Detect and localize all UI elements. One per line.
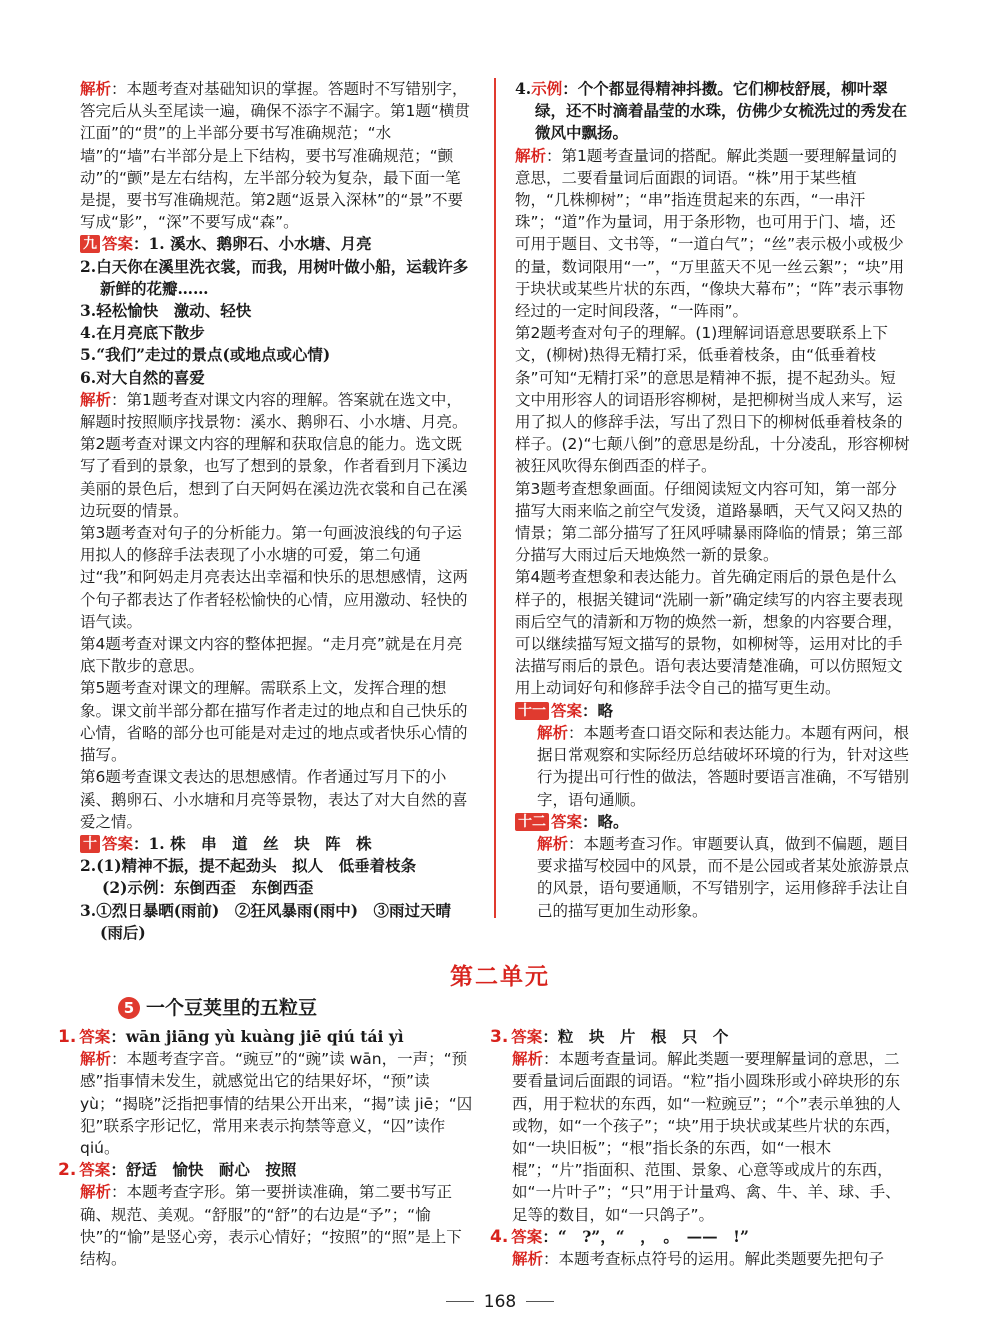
question-number-badge: 十二 xyxy=(515,813,549,831)
item-number: 5. xyxy=(80,345,97,365)
answer-text: ：1. 株 串 道 丝 块 阵 株 xyxy=(133,833,372,853)
answer-block xyxy=(515,811,910,833)
bottom-left-column xyxy=(58,1026,476,1270)
answer-item xyxy=(80,344,473,366)
question-answer xyxy=(58,1026,476,1048)
paragraph xyxy=(80,433,473,522)
paragraph-text: 第3题考查想象画面。仔细阅读短文内容可知，第一部分描写大雨来临之前空气发烫，道路暴晒，天气又闷又热的情景；第二部分描写了狂风呼啸暴雨降临的情景；第三部分描写大雨过后天地焕然一新的景象。 xyxy=(515,479,903,565)
paragraph xyxy=(80,389,473,433)
answer-text: ：1. 溪水、鹅卵石、小水塘、月亮 xyxy=(133,234,372,254)
left-column xyxy=(80,78,473,944)
paragraph-text: 第4题考查想象和表达能力。首先确定雨后的景色是什么样子的，根据关键词“洗刷一新”确定续写的内容主要表现雨后空气的清新和万物的焕然一新，想象的内容要合理，可以继续描写短文描写的景物，如柳树等，运用对比的手法描写雨后的景色。语句表达要清楚准确，可以仿照短文用上动词好句和修辞手法令自己的描写更生动。 xyxy=(515,568,904,698)
paragraph xyxy=(80,78,473,233)
paragraph xyxy=(80,522,473,633)
answer-block xyxy=(80,233,473,255)
paragraph xyxy=(58,1048,476,1159)
label-analysis: 解析 xyxy=(80,80,112,98)
label-analysis: 解析 xyxy=(512,1250,544,1269)
page-number-text: 168 xyxy=(483,1292,517,1312)
answer-subitem xyxy=(80,877,473,899)
item-number: 3. xyxy=(80,301,97,321)
answer-item xyxy=(80,855,473,877)
label-answer: 答案 xyxy=(511,1227,543,1246)
answer-text: ：舒适 愉快 耐心 按照 xyxy=(110,1160,297,1180)
answer-block xyxy=(515,700,910,722)
item-text: (1)精神不振，提不起劲头 拟人 低垂着枝条 xyxy=(96,856,417,876)
paragraph-text: ：本题考查字音。“豌豆”的“豌”读 wān，一声；“预感”指事情未发生，就感觉出它的结果好坏，“预”读 yù；“揭晓”泛指把事情的结果公开出来，“揭”读 jiē；“囚犯”联系字形记忆，常用来表示拘禁等意义，“囚”读作 qiú。 xyxy=(80,1050,473,1158)
question-number: 4. xyxy=(490,1226,509,1247)
item-number: 6. xyxy=(80,367,97,387)
answer-text: ：wān jiāng yù kuàng jiē qiú tái yì xyxy=(110,1027,404,1046)
paragraph xyxy=(515,322,910,477)
label-analysis: 解析 xyxy=(80,1050,112,1069)
label-answer: 答案 xyxy=(79,1161,111,1180)
label-analysis: 解析 xyxy=(515,146,547,165)
label-answer: 答案 xyxy=(102,834,134,853)
paragraph xyxy=(490,1248,910,1270)
item-text: 轻松愉快 激动、轻快 xyxy=(96,301,252,321)
unit-title: 第二单元 xyxy=(450,964,550,990)
subitem-text: (2)示例：东倒西歪 东倒西歪 xyxy=(102,878,314,898)
column-divider xyxy=(494,78,496,918)
label-example: 示例 xyxy=(531,80,563,98)
right-column xyxy=(515,78,910,922)
label-answer: 答案 xyxy=(79,1028,111,1046)
paragraph-text: 第6题考查课文表达的思想感情。作者通过写月下的小溪、鹅卵石、小水塘和月亮等景物，表达了对大自然的喜爱之情。 xyxy=(80,768,468,831)
answer-item xyxy=(515,78,910,145)
item-number: 3. xyxy=(80,900,97,920)
paragraph-text: ：第1题考查对课文内容的理解。答案就在选文中，解题时按照顺序找景物：溪水、鹅卵石、小水塘、月亮。 xyxy=(80,390,468,432)
answer-text: ：略 xyxy=(582,700,614,720)
paragraph-text: ：本题考查标点符号的运用。解此类题要先把句子 xyxy=(543,1250,885,1269)
item-text: ①烈日暴晒(雨前) ②狂风暴雨(雨中) ③雨过天晴(雨后) xyxy=(96,900,452,942)
question-number: 3. xyxy=(490,1027,509,1047)
paragraph xyxy=(80,766,473,833)
question-number-badge: 九 xyxy=(80,235,100,253)
paragraph xyxy=(515,833,910,922)
answer-text: ：粒 块 片 根 只 个 xyxy=(542,1027,729,1046)
question-answer xyxy=(58,1159,476,1181)
paragraph-text: 第2题考查对课文内容的理解和获取信息的能力。选文既写了看到的景象，也写了想到的景象，作者看到月下溪边美丽的景色后，想到了白天阿妈在溪边洗衣裳和自己在溪边玩耍的情景。 xyxy=(80,435,468,520)
item-text: ：个个都显得精神抖擞。它们柳枝舒展，柳叶翠绿，还不时滴着晶莹的水珠，仿佛少女梳洗过的秀发在微风中飘扬。 xyxy=(535,79,908,143)
label-answer: 答案 xyxy=(102,235,134,254)
paragraph-text: ：本题考查字形。第一要拼读准确，第二要书写正确、规范、美观。“舒服”的“舒”的右边是“予”；“愉快”的“愉”是竖心旁，表示心情好；“按照”的“照”是上下结构。 xyxy=(80,1183,462,1269)
label-analysis: 解析 xyxy=(537,834,569,853)
item-number: 4. xyxy=(515,79,532,98)
item-number: 2. xyxy=(80,856,97,876)
question-number: 2. xyxy=(58,1160,77,1181)
answer-block xyxy=(80,833,473,855)
paragraph xyxy=(515,145,910,323)
question-answer xyxy=(490,1226,910,1248)
answer-text: ：“ ?”，“ ， 。 —— !” xyxy=(542,1226,749,1246)
paragraph xyxy=(515,566,910,699)
bottom-right-column xyxy=(490,1026,910,1270)
question-number: 1. xyxy=(58,1027,77,1047)
paragraph xyxy=(80,677,473,766)
label-answer: 答案 xyxy=(551,701,583,720)
paragraph-text: ：本题考查口语交际和表达能力。本题有两问，根据日常观察和实际经历总结破坏环境的行为，针对这些行为提出可行性的做法，答题时要语言准确，不写错别字，语句通顺。 xyxy=(537,723,910,809)
paragraph xyxy=(58,1181,476,1270)
item-text: 在月亮底下散步 xyxy=(96,323,205,343)
question-number-badge: 十 xyxy=(80,835,100,853)
item-number: 4. xyxy=(80,323,97,343)
item-text: “我们”走过的景点(或地点或心情) xyxy=(96,345,331,365)
item-text: 白天你在溪里洗衣裳，而我，用树叶做小船，运载许多新鲜的花瓣…… xyxy=(96,256,469,298)
paragraph-text: ：本题考查量词。解此类题一要理解量词的意思，二要看量词后面跟的词语。“粒”指小圆珠形或小碎块形的东西，用于粒状的东西，如“一粒豌豆”；“个”表示单独的人或物，如“一个孩子”；“块”用于块状或某些片状的东西，如“一块旧板”；“根”指长条的东西，如“一根木棍”；“片”指面积、范围、景象、心意等或成片的东西，如“一片叶子”；“只”用于计量鸡、禽、牛、羊、球、手、足等的数目，如“一只鸽子”。 xyxy=(512,1050,901,1224)
label-answer: 答案 xyxy=(551,812,583,831)
paragraph-text: 第4题考查对课文内容的整体把握。“走月亮”就是在月亮底下散步的意思。 xyxy=(80,635,463,676)
answer-text: ：略。 xyxy=(582,811,629,831)
lesson-number-badge: 5 xyxy=(118,997,140,1019)
answer-item xyxy=(80,256,473,300)
paragraph-text: 第2题考查对句子的理解。(1)理解词语意思要联系上下文，(柳树)热得无精打采，低垂着枝条，由“低垂着枝条”可知“无精打采”的意思是精神不振，提不起劲头。短文中用形容人的词语形容柳树，是把柳树当成人来写，运用了拟人的修辞手法，写出了烈日下的柳树低垂着枝条的样子。(2)“七颠八倒”的意思是纷乱，十分凌乱，形容柳树被狂风吹得东倒西歪的样子。 xyxy=(515,324,910,476)
answer-item xyxy=(80,300,473,322)
paragraph-text: 第3题考查对句子的分析能力。第一句画波浪线的句子运用拟人的修辞手法表现了小水塘的可爱，第二句通过“我”和阿妈走月亮表达出幸福和快乐的思想感情，这两个句子都表达了作者轻松愉快的心情，应用激动、轻快的语气读。 xyxy=(80,524,469,631)
answer-item xyxy=(80,900,473,944)
question-number-badge: 十一 xyxy=(515,702,549,720)
paragraph xyxy=(490,1048,910,1226)
item-text: 对大自然的喜爱 xyxy=(96,367,205,387)
page-number-dash-right xyxy=(526,1301,554,1302)
page-number-dash-left xyxy=(446,1301,474,1302)
label-answer: 答案 xyxy=(511,1028,543,1046)
paragraph xyxy=(80,633,473,677)
lesson-title xyxy=(118,993,317,1020)
paragraph xyxy=(515,722,910,811)
question-answer xyxy=(490,1026,910,1048)
paragraph-text: ：本题考查习作。审题要认真，做到不偏题，题目要求描写校园中的风景，而不是公园或者某处旅游景点的风景，语句要通顺，不写错别字，运用修辞手法让自己的描写更加生动形象。 xyxy=(537,834,910,920)
label-analysis: 解析 xyxy=(80,1183,112,1202)
page-number xyxy=(0,1292,1000,1312)
answer-item xyxy=(80,322,473,344)
paragraph xyxy=(515,478,910,567)
answer-item xyxy=(80,367,473,389)
label-analysis: 解析 xyxy=(537,723,569,742)
item-number: 2. xyxy=(80,256,97,276)
paragraph-text: ：第1题考查量词的搭配。解此类题一要理解量词的意思，二要看量词后面跟的词语。“株”用于某些植物，“几株柳树”；“串”指连贯起来的东西，“一串汗珠”；“道”作为量词，用于条形物，也可用于门、墙，还可用于题目、文书等，“一道白气”；“丝”表示极小或极少的量，数词限用“一”，“万里蓝天不见一丝云絮”；“块”用于块状或某些片状的东西，“像块大幕布”；“阵”表示事物经过的一定时间段落，“一阵雨”。 xyxy=(515,146,905,321)
paragraph-text: ：本题考查对基础知识的掌握。答题时不写错别字，答完后从头至尾读一遍，确保不添字不漏字。第1题“横贯江面”的“贯”的上半部分要书写准确规范；“水墙”的“墙”右半部分是上下结构，要书写准确规范；“颤动”的“颤”是左右结构，左半部分较为复杂，最下面一笔是提，要书写准确规范。第2题“返景入深林”的“景”不要写成“影”，“深”不要写成“森”。 xyxy=(80,80,470,232)
label-analysis: 解析 xyxy=(512,1050,544,1069)
lesson-title-text: 一个豆荚里的五粒豆 xyxy=(146,997,318,1019)
label-analysis: 解析 xyxy=(80,390,112,409)
paragraph-text: 第5题考查对课文的理解。需联系上文，发挥合理的想象。课文前半部分都在描写作者走过的地点和自己快乐的心情，省略的部分也可能是对走过的地点或者快乐心情的描写。 xyxy=(80,679,468,765)
